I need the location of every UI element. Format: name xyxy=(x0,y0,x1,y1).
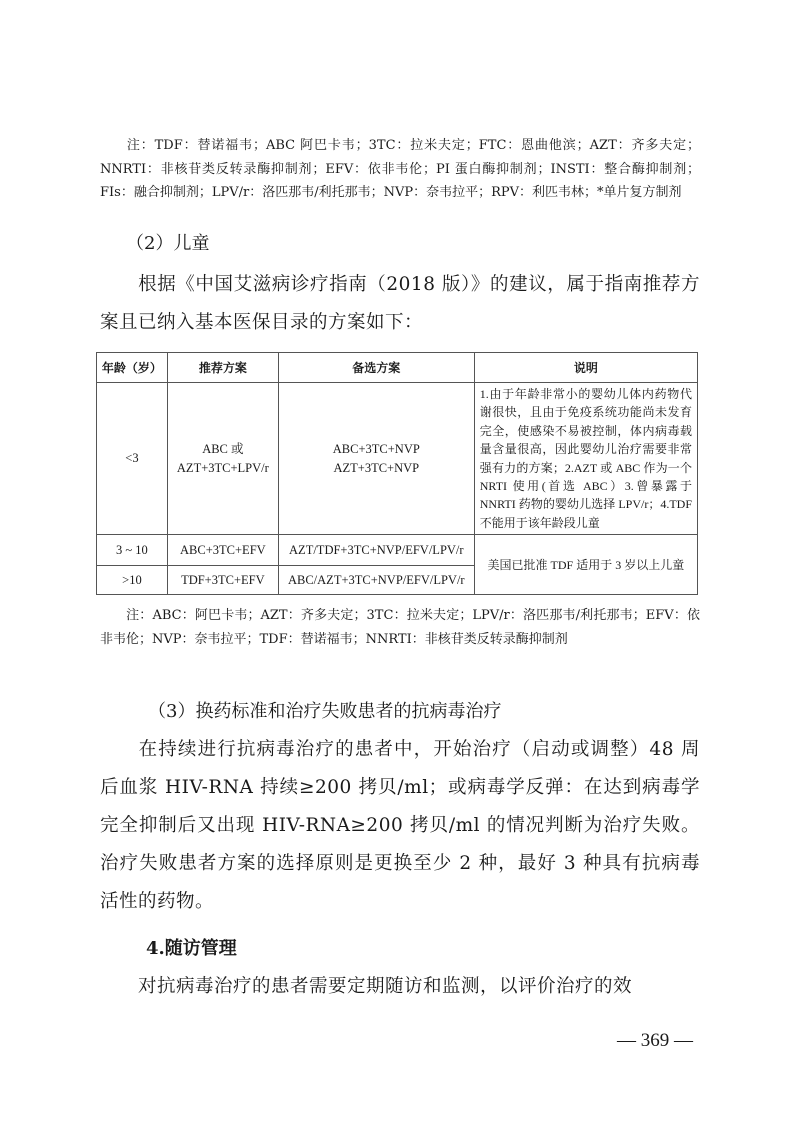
footnote-text: 注：TDF：替诺福韦；ABC 阿巴卡韦；3TC：拉米夫定；FTC：恩曲他滨；AZT：齐多夫定；NNRTI：非核苷类反转录酶抑制剂；EFV：依非韦伦；PI 蛋白酶抑制剂；INSTI：整合酶抑制剂；FIs：融合抑制剂；LPV/r：洛匹那韦/利托那韦；NVP：奈韦拉平；RPV：利匹韦林；*单片复方制剂 xyxy=(100,138,700,200)
recommended-line: ABC 或 xyxy=(202,441,244,456)
cell-age: 3 ~ 10 xyxy=(97,535,168,566)
cell-alternative: ABC/AZT+3TC+NVP/EFV/LPV/r xyxy=(278,566,474,595)
page-number: — 369 — xyxy=(617,1030,693,1051)
section-heading-follow-up: 4.随访管理 xyxy=(146,938,237,959)
cell-notes: 1.由于年龄非常小的婴幼儿体内药物代谢很快，且由于免疫系统功能尚未发育完全，使感染不易被控制，体内病毒载量含量很高，因此婴幼儿治疗需要非常强有力的方案；2.AZT 或 ABC 作为一个 NRTI 使用(首选 ABC）3.曾暴露于 NNRTI 药物的婴幼儿选择 LPV/r；4.TDF 不能用于该年龄段儿童 xyxy=(474,383,697,535)
cell-alternative xyxy=(278,383,474,535)
paragraph-text: 对抗病毒治疗的患者需要定期随访和监测，以评价治疗的效 xyxy=(138,976,633,997)
recommended-line: AZT+3TC+LPV/r xyxy=(176,460,269,475)
cell-recommended: TDF+3TC+EFV xyxy=(167,566,278,595)
section-heading-children: （2）儿童 xyxy=(126,233,210,254)
cell-alternative: AZT/TDF+3TC+NVP/EFV/LPV/r xyxy=(278,535,474,566)
intro-text: 根据《中国艾滋病诊疗指南（2018 版）》的建议，属于指南推荐方案且已纳入基本医保目录的方案如下： xyxy=(100,274,700,333)
header-alternative: 备选方案 xyxy=(278,353,474,383)
cell-recommended xyxy=(167,383,278,535)
section-heading-treatment-failure: （3）换药标准和治疗失败患者的抗病毒治疗 xyxy=(148,701,502,722)
pediatric-regimen-table xyxy=(96,352,698,595)
intro-paragraph xyxy=(100,266,700,342)
table-row xyxy=(97,383,698,535)
follow-up-paragraph xyxy=(100,968,700,1006)
footnote-table-abbreviations xyxy=(100,604,700,651)
table-row xyxy=(97,535,698,566)
paragraph-text: 在持续进行抗病毒治疗的患者中，开始治疗（启动或调整）48 周后血浆 HIV-RNA 持续≥200 拷贝/ml；或病毒学反弹：在达到病毒学完全抑制后又出现 HIV-RNA≥200 拷贝/ml 的情况判断为治疗失败。治疗失败患者方案的选择原则是更换至少 2 种，最好 3 种具有抗病毒活性的药物。 xyxy=(100,739,700,912)
footnote-drug-abbreviations xyxy=(100,134,700,205)
cell-recommended: ABC+3TC+EFV xyxy=(167,535,278,566)
header-age: 年龄（岁） xyxy=(97,353,168,383)
cell-age: >10 xyxy=(97,566,168,595)
footnote-text: 注：ABC：阿巴卡韦；AZT：齐多夫定；3TC：拉米夫定；LPV/r：洛匹那韦/利托那韦；EFV：依非韦伦；NVP：奈韦拉平；TDF：替诺福韦；NNRTI：非核苷类反转录酶抑制剂 xyxy=(100,608,700,647)
header-notes: 说明 xyxy=(474,353,697,383)
cell-shared-note: 美国已批准 TDF 适用于 3 岁以上儿童 xyxy=(474,535,697,595)
treatment-failure-paragraph xyxy=(100,731,700,921)
table-header-row xyxy=(97,353,698,383)
cell-age: <3 xyxy=(97,383,168,535)
alternative-line: ABC+3TC+NVP xyxy=(332,441,420,456)
alternative-line: AZT+3TC+NVP xyxy=(333,460,420,475)
header-recommended: 推荐方案 xyxy=(167,353,278,383)
